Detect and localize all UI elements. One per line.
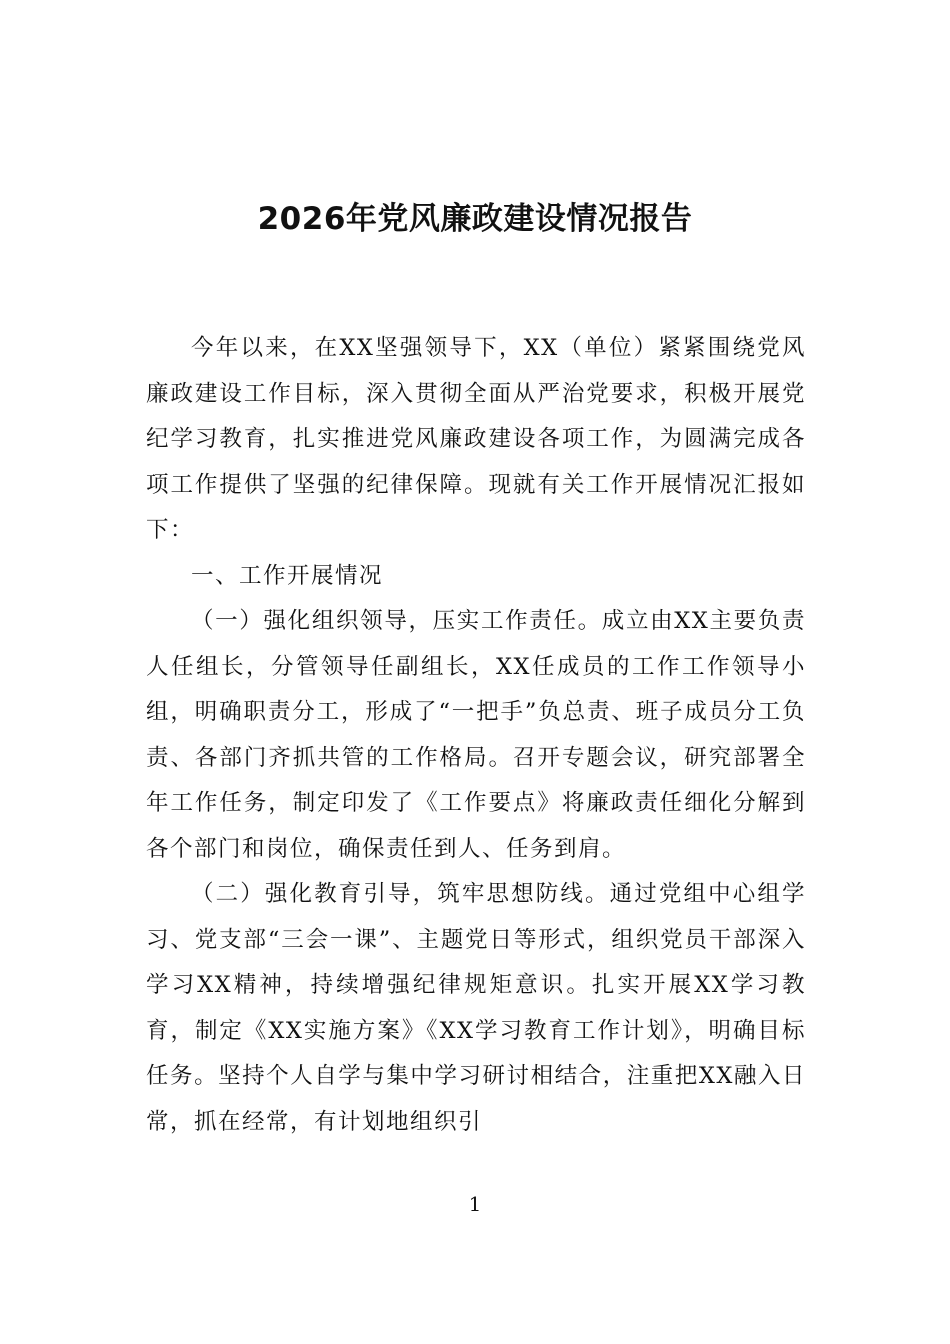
section-heading: 一、工作开展情况 bbox=[191, 562, 384, 589]
page-number: 1 bbox=[468, 1192, 482, 1216]
item-lead-1: （一）强化组织领导，压实工作责任。 bbox=[191, 608, 602, 634]
document-title: 2026年党风廉政建设情况报告 bbox=[257, 201, 693, 237]
item-paragraph-1 bbox=[146, 599, 806, 872]
item-paragraph-2 bbox=[146, 872, 806, 1145]
item-body-2: 通过党组中心组学习、党支部“三会一课”、主题党日等形式，组织党员干部深入学习XX精神，持续增强纪律规矩意识。扎实开展XX学习教育，制定《XX实施方案》《XX学习教育工作计划》，明确目标任务。坚持个人自学与集中学习研讨相结合，注重把XX融入日常，抓在经常，有计划地组织引 bbox=[146, 881, 806, 1135]
item-body-1: 成立由XX主要负责人任组长，分管领导任副组长，XX任成员的工作工作领导小组，明确职责分工，形成了“一把手”负总责、班子成员分工负责、各部门齐抓共管的工作格局。召开专题会议，研究部署全年工作任务，制定印发了《工作要点》将廉政责任细化分解到各个部门和岗位，确保责任到人、任务到肩。 bbox=[146, 608, 806, 862]
intro-paragraph: 今年以来，在XX坚强领导下，XX（单位）紧紧围绕党风廉政建设工作目标，深入贯彻全面从严治党要求，积极开展党纪学习教育，扎实推进党风廉政建设各项工作，为圆满完成各项工作提供了坚强的纪律保障。现就有关工作开展情况汇报如下： bbox=[146, 335, 806, 543]
document-body bbox=[146, 326, 806, 1145]
item-lead-2: （二）强化教育引导，筑牢思想防线。 bbox=[191, 881, 610, 907]
